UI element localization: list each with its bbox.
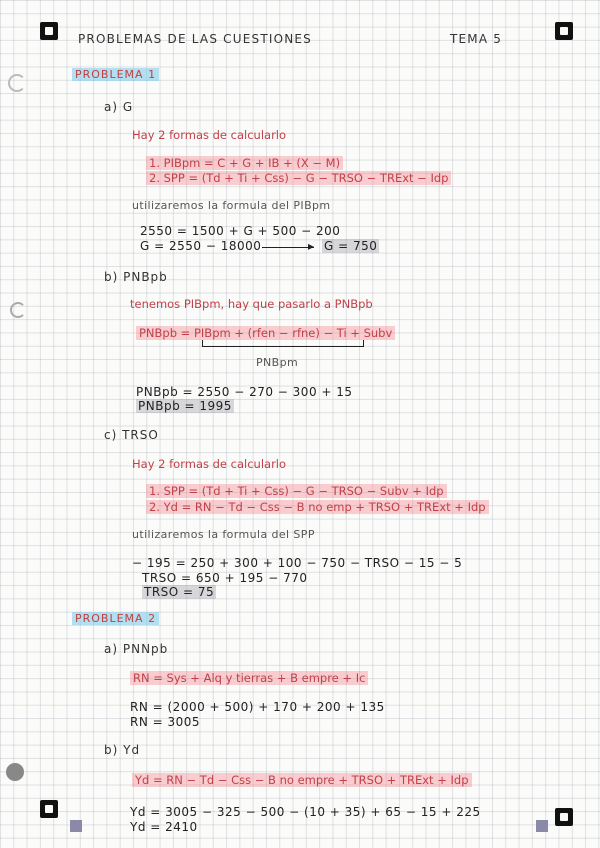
page-title: PROBLEMAS DE LAS CUESTIONES — [78, 32, 313, 46]
p1-c-formula-1: 1. SPP = (Td + Ti + Css) − G − TRSO − Subv + Idp — [146, 484, 447, 498]
p2-b-formula: Yd = RN − Td − Css − B no empre + TRSO + TRExt + Idp — [132, 773, 472, 787]
p1-b-formula: PNBpb = PIBpm + (rfen − rfne) − Ti + Subv — [136, 326, 395, 340]
topic-label: TEMA 5 — [450, 32, 503, 46]
p1-a-intro: Hay 2 formas de calcularlo — [132, 128, 287, 142]
arrow-head-icon: ▸ — [308, 239, 315, 253]
binder-hole-bottom — [6, 763, 24, 781]
p1-c-formula-2: 2. Yd = RN − Td − Css − B no emp + TRSO + TRExt + Idp — [146, 500, 489, 514]
problem-1-title: PROBLEMA 1 — [72, 68, 159, 81]
p2-part-b-label: b) Yd — [104, 743, 141, 757]
p1-b-intro: tenemos PIBpm, hay que pasarlo a PNBpb — [130, 297, 373, 311]
corner-marker-bottom-right — [555, 808, 573, 826]
corner-marker-top-right — [555, 22, 573, 40]
p2-part-a-label: a) PNNpb — [104, 642, 169, 656]
p1-a-formula-2: 2. SPP = (Td + Ti + Css) − G − TRSO − TRExt − Idp — [146, 171, 451, 185]
p1-c-equation-1: − 195 = 250 + 300 + 100 − 750 − TRSO − 15 − 5 — [132, 556, 463, 570]
p1-c-method: utilizaremos la formula del SPP — [132, 528, 315, 541]
p1-b-bracket-label: PNBpm — [256, 356, 299, 369]
corner-square-bottom-right — [536, 820, 548, 832]
p1-a-arrow — [262, 247, 314, 248]
p1-a-result: G = 750 — [324, 239, 378, 253]
corner-square-bottom-left — [70, 820, 82, 832]
p1-a-equation-1: 2550 = 1500 + G + 500 − 200 — [140, 224, 341, 238]
p1-part-b-label: b) PNBpb — [104, 270, 168, 284]
p1-b-bracket — [202, 340, 364, 347]
p1-a-method: utilizaremos la formula del PIBpm — [132, 199, 331, 212]
corner-marker-top-left — [40, 22, 58, 40]
p1-a-formula-1: 1. PIBpm = C + G + IB + (X − M) — [146, 156, 343, 170]
p1-c-intro: Hay 2 formas de calcularlo — [132, 457, 287, 471]
p1-c-result: TRSO = 75 — [144, 585, 215, 599]
binder-hole-top — [8, 74, 26, 92]
p1-part-a-label: a) G — [104, 100, 134, 114]
p1-a-equation-2: G = 2550 − 18000 — [140, 239, 262, 253]
p2-a-result: RN = 3005 — [130, 715, 201, 729]
p2-b-result: Yd = 2410 — [130, 820, 198, 834]
p1-part-c-label: c) TRSO — [104, 428, 159, 442]
corner-marker-bottom-left — [40, 800, 58, 818]
p2-b-equation-1: Yd = 3005 − 325 − 500 − (10 + 35) + 65 − 15 + 225 — [130, 805, 481, 819]
p1-b-equation-1: PNBpb = 2550 − 270 − 300 + 15 — [136, 385, 353, 399]
binder-hole-middle — [10, 302, 26, 318]
p2-a-equation-1: RN = (2000 + 500) + 170 + 200 + 135 — [130, 700, 385, 714]
p1-b-result: PNBpb = 1995 — [138, 399, 232, 413]
problem-2-title: PROBLEMA 2 — [72, 612, 159, 625]
p2-a-formula: RN = Sys + Alq y tierras + B empre + Ic — [130, 671, 368, 685]
p1-c-equation-2: TRSO = 650 + 195 − 770 — [142, 571, 308, 585]
